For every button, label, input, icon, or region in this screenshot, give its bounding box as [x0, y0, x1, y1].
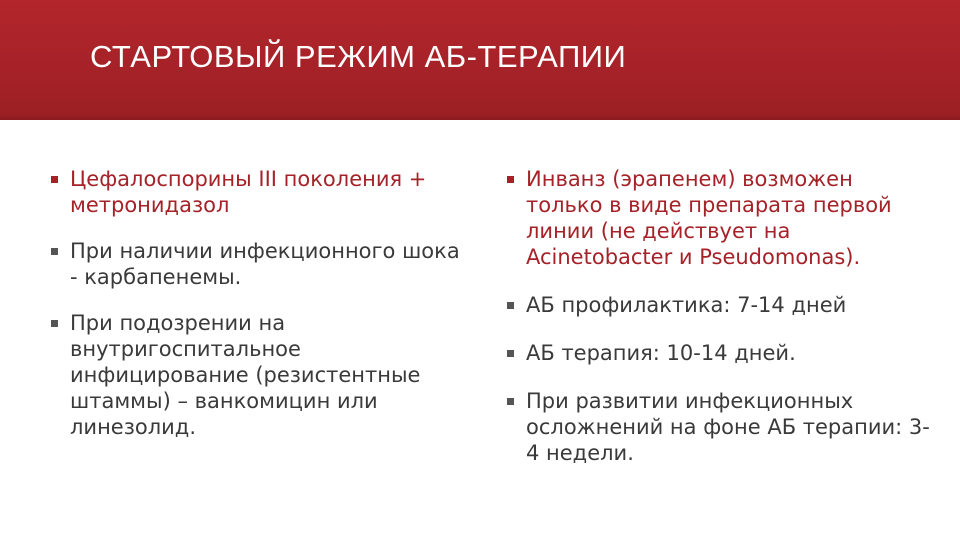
bullet-item-3 — [48, 310, 468, 440]
bullet-text: При подозрении на внутригоспитальное инфицирование (резистентные штаммы) – ванкомицин или линезолид. — [70, 311, 421, 439]
square-bullet-icon — [507, 302, 514, 309]
square-bullet-icon — [507, 350, 514, 357]
bullet-item-7 — [504, 388, 934, 466]
bullet-item-4 — [504, 166, 934, 270]
square-bullet-icon — [507, 398, 514, 405]
bullet-item-2 — [48, 238, 468, 290]
square-bullet-icon — [51, 176, 58, 183]
square-bullet-icon — [51, 320, 58, 327]
square-bullet-icon — [51, 248, 58, 255]
bullet-text: АБ терапия: 10-14 дней. — [526, 341, 796, 365]
bullet-text: АБ профилактика: 7-14 дней — [526, 293, 847, 317]
bullet-text: При развитии инфекционных осложнений на фоне АБ терапии: 3-4 недели. — [526, 389, 930, 465]
bullet-text: Инванз (эрапенем) возможен только в виде препарата первой линии (не действует на Acinetobacter и Pseudomonas). — [526, 167, 892, 269]
square-bullet-icon — [507, 176, 514, 183]
bullet-item-6 — [504, 340, 934, 366]
bullet-text: Цефалоспорины III поколения + метронидазол — [70, 167, 427, 217]
right-bullet-list — [504, 166, 934, 488]
bullet-item-5 — [504, 292, 934, 318]
bullet-item-1 — [48, 166, 468, 218]
slide-title: СТАРТОВЫЙ РЕЖИМ АБ-ТЕРАПИИ — [90, 39, 627, 74]
left-bullet-list — [48, 166, 468, 460]
bullet-text: При наличии инфекционного шока - карбапенемы. — [70, 239, 460, 289]
title-bar — [0, 0, 960, 120]
